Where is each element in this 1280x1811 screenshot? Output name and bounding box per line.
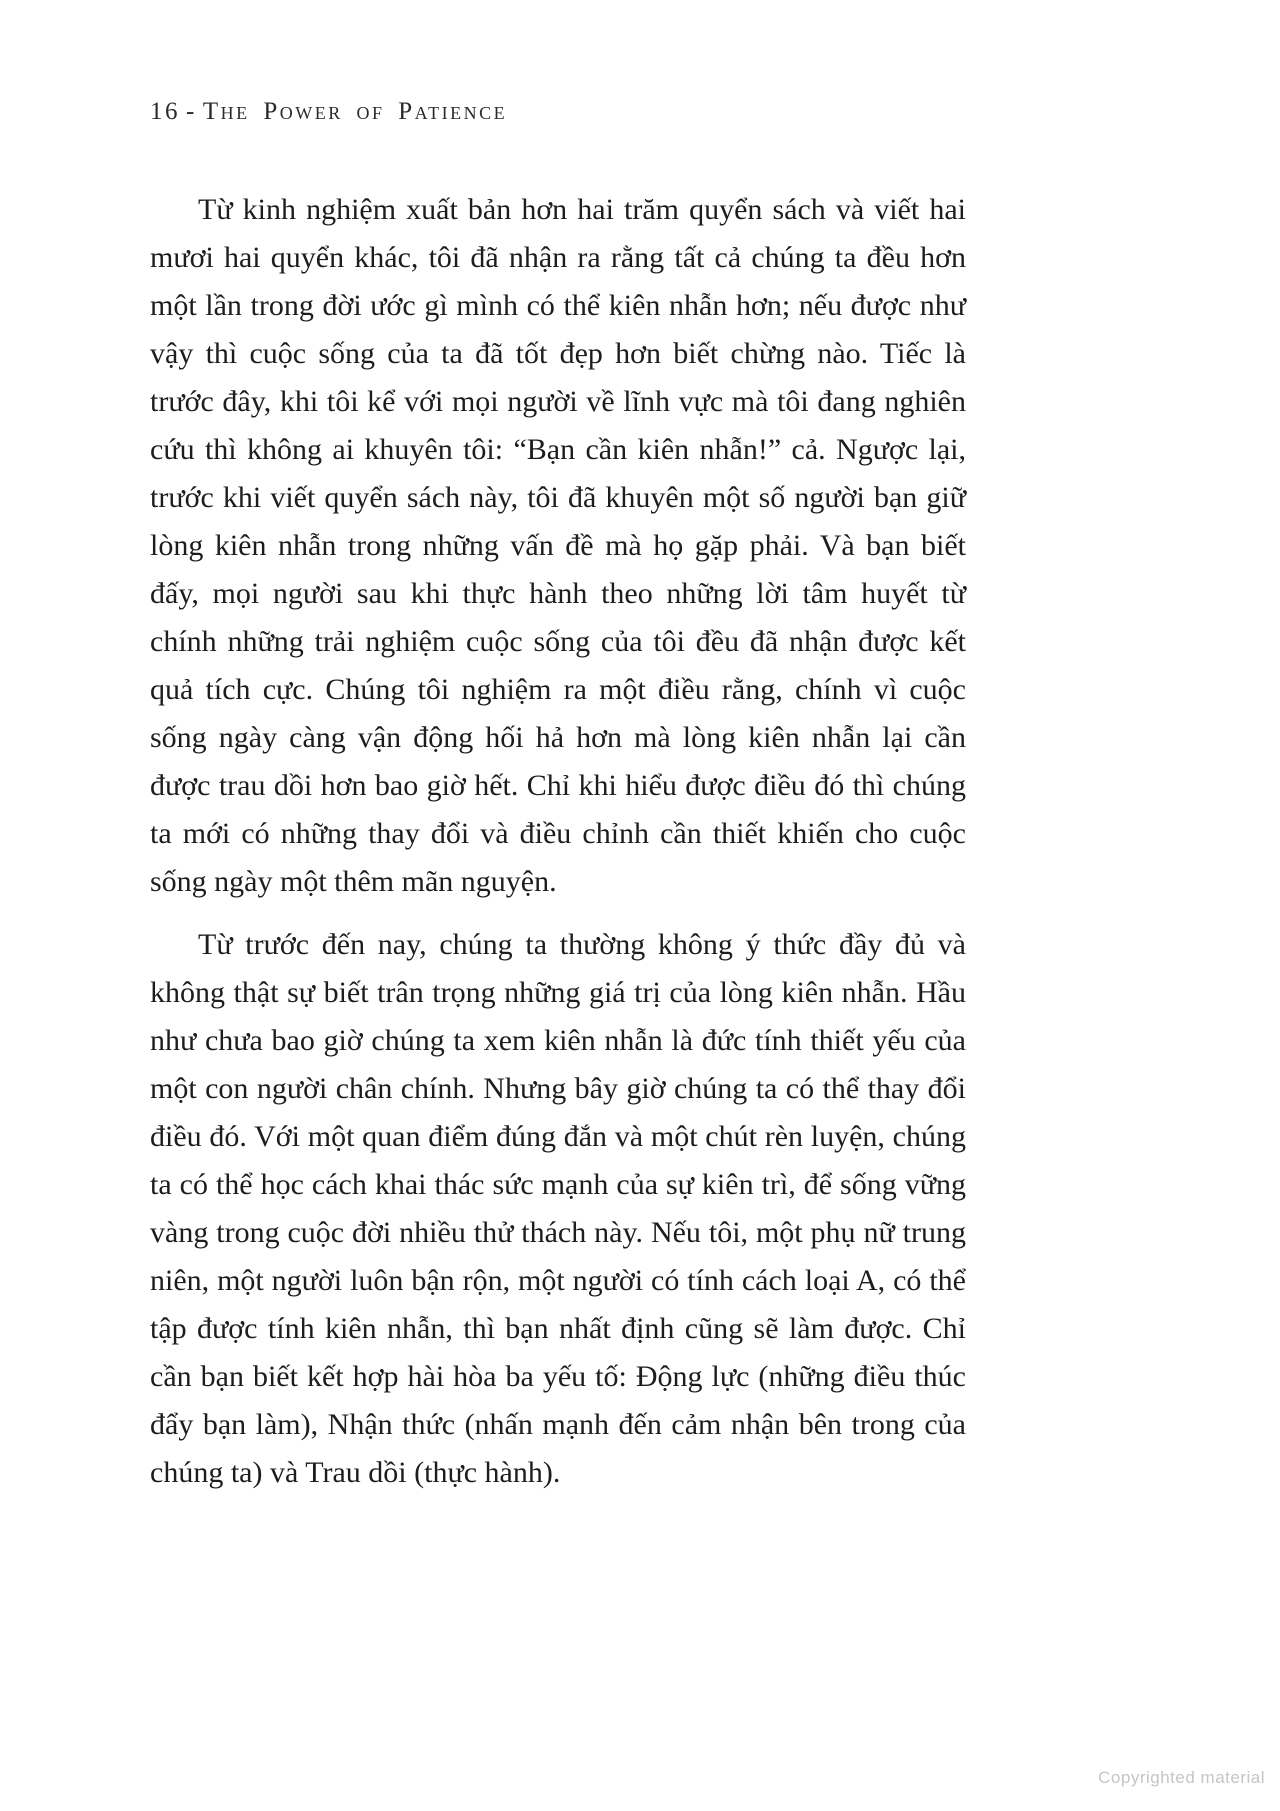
paragraph-1: Từ kinh nghiệm xuất bản hơn hai trăm quyển sách và viết hai mươi hai quyển khác, tôi đã nhận ra rằng tất cả chúng ta đều hơn một lần trong đời ước gì mình có thể kiên nhẫn hơn; nếu được như vậy thì cuộc sống của ta đã tốt đẹp hơn biết chừng nào. Tiếc là trước đây, khi tôi kể với mọi người về lĩnh vực mà tôi đang nghiên cứu thì không ai khuyên tôi: “Bạn cần kiên nhẫn!” cả. Ngược lại, trước khi viết quyển sách này, tôi đã khuyên một số người bạn giữ lòng kiên nhẫn trong những vấn đề mà họ gặp phải. Và bạn biết đấy, mọi người sau khi thực hành theo những lời tâm huyết từ chính những trải nghiệm cuộc sống của tôi đều đã nhận được kết quả tích cực. Chúng tôi nghiệm ra một điều rằng, chính vì cuộc sống ngày càng vận động hối hả hơn mà lòng kiên nhẫn lại cần được trau dồi hơn bao giờ hết. Chỉ khi hiểu được điều đó thì chúng ta mới có những thay đổi và điều chỉnh cần thiết khiến cho cuộc sống ngày một thêm mãn nguyện.	[150, 193, 966, 898]
copyright-watermark: Copyrighted material	[1098, 1768, 1265, 1787]
running-header	[150, 98, 507, 126]
page-number: 16	[150, 98, 180, 125]
book-title: The Power of Patience	[202, 98, 508, 125]
header-separator: -	[186, 98, 197, 125]
page-body	[150, 186, 966, 1497]
paragraph-2: Từ trước đến nay, chúng ta thường không ý thức đầy đủ và không thật sự biết trân trọng những giá trị của lòng kiên nhẫn. Hầu như chưa bao giờ chúng ta xem kiên nhẫn là đức tính thiết yếu của một con người chân chính. Nhưng bây giờ chúng ta có thể thay đổi điều đó. Với một quan điểm đúng đắn và một chút rèn luyện, chúng ta có thể học cách khai thác sức mạnh của sự kiên trì, để sống vững vàng trong cuộc đời nhiều thử thách này. Nếu tôi, một phụ nữ trung niên, một người luôn bận rộn, một người có tính cách loại A, có thể tập được tính kiên nhẫn, thì bạn nhất định cũng sẽ làm được. Chỉ cần bạn biết kết hợp hài hòa ba yếu tố: Động lực (những điều thúc đẩy bạn làm), Nhận thức (nhấn mạnh đến cảm nhận bên trong của chúng ta) và Trau dồi (thực hành).	[150, 928, 966, 1489]
